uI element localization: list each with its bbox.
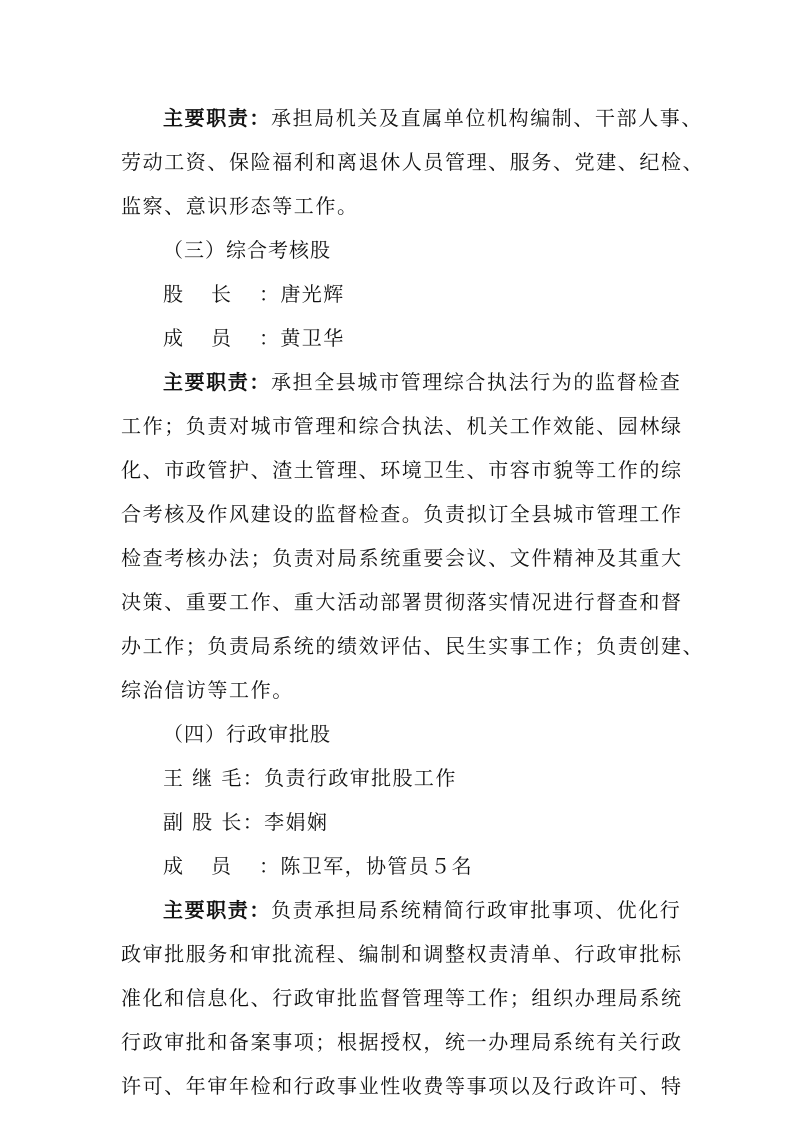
duty-paragraph-line: 办工作；负责局系统的绩效评估、民生实事工作；负责创建、 [121, 634, 705, 658]
chief-label-part1: 股 [163, 282, 185, 306]
duty-text: 承担局机关及直属单位机构编制、干部人事、 [271, 106, 703, 130]
duty-paragraph-line: 政审批服务和审批流程、编制和调整权责清单、行政审批标 [121, 942, 683, 966]
duty-paragraph-line [163, 368, 723, 396]
duty-text: 负责承担局系统精简行政审批事项、优化行 [271, 898, 682, 922]
member-row [163, 324, 345, 352]
deputy-chief-row: 副 股 长：李娟娴 [163, 810, 329, 834]
duty-paragraph-line [163, 896, 723, 924]
duty-paragraph-line: 准化和信息化、行政审批监督管理等工作；组织办理局系统 [121, 986, 683, 1010]
chief-label-part2: 长 [211, 282, 233, 306]
duty-lead-label: 主要职责： [163, 370, 271, 394]
chief-value: ：唐光辉 [259, 282, 345, 306]
chief-row [163, 280, 345, 308]
member-label-part2: 员 [211, 326, 233, 350]
member-label-part2: 员 [211, 854, 233, 878]
member-value: ：黄卫华 [259, 326, 345, 350]
duty-paragraph-line [163, 104, 723, 132]
member-label-part1: 成 [163, 326, 185, 350]
member-row [163, 852, 473, 880]
member-label-part1: 成 [163, 854, 185, 878]
section-heading: （三）综合考核股 [163, 238, 331, 262]
duty-lead-label: 主要职责： [163, 106, 271, 130]
duty-paragraph-line: 化、市政管护、渣土管理、环境卫生、市容市貌等工作的综 [121, 458, 683, 482]
duty-lead-label: 主要职责： [163, 898, 271, 922]
duty-paragraph-line: 决策、重要工作、重大活动部署贯彻落实情况进行督查和督 [121, 590, 683, 614]
duty-paragraph-line: 行政审批和备案事项；根据授权，统一办理局系统有关行政 [121, 1030, 683, 1054]
duty-paragraph-line: 许可、年审年检和行政事业性收费等事项以及行政许可、特 [121, 1074, 683, 1098]
member-value: ：陈卫军，协管员５名 [259, 854, 473, 878]
section-heading: （四）行政审批股 [163, 722, 331, 746]
duty-paragraph-line: 综治信访等工作。 [121, 678, 294, 702]
duty-text: 承担全县城市管理综合执法行为的监督检查 [271, 370, 682, 394]
duty-paragraph-line: 检查考核办法；负责对局系统重要会议、文件精神及其重大 [121, 546, 683, 570]
person-row: 王 继 毛：负责行政审批股工作 [163, 766, 457, 790]
duty-paragraph-line: 监察、意识形态等工作。 [121, 194, 359, 218]
duty-paragraph-line: 工作；负责对城市管理和综合执法、机关工作效能、园林绿 [121, 414, 683, 438]
duty-paragraph-line: 劳动工资、保险福利和离退休人员管理、服务、党建、纪检、 [121, 150, 705, 174]
duty-paragraph-line: 合考核及作风建设的监督检查。负责拟订全县城市管理工作 [121, 502, 683, 526]
